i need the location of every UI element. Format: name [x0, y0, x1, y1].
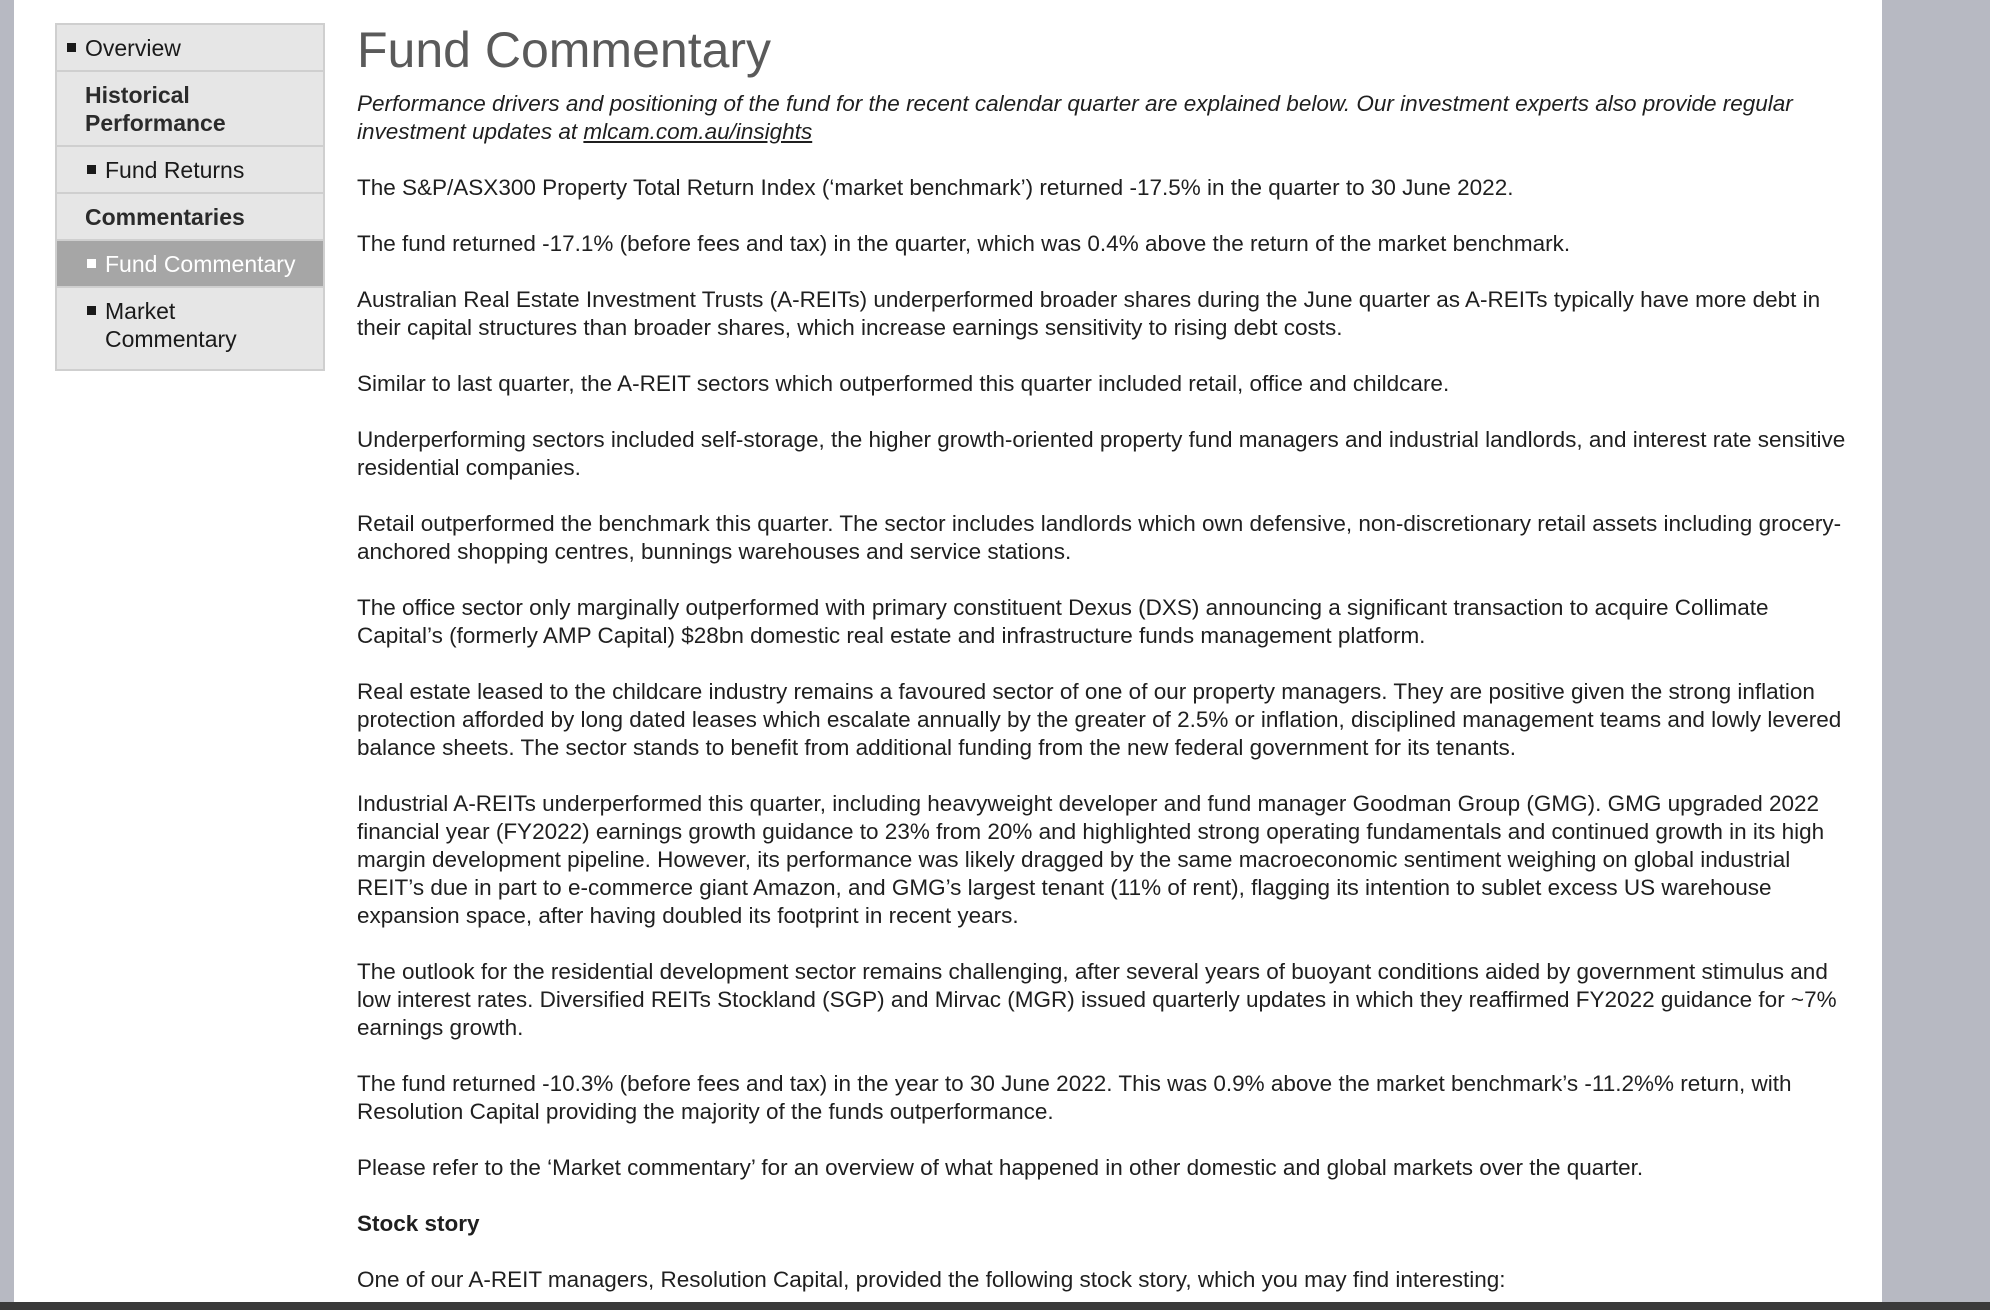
paragraph: Similar to last quarter, the A-REIT sectors which outperformed this quarter included retail, office and childcare.: [357, 371, 1450, 396]
page-panel: [14, 0, 1882, 1302]
sidebar-item-label: Market Commentary: [105, 298, 237, 352]
paragraph: The outlook for the residential development sector remains challenging, after several years of buoyant conditions aided by government stimulus and low interest rates. Diversified REITs Stockland (SGP) and Mirvac (MGR) issued quarterly updates in which they reaffirmed FY2022 guidance for ~7% earnings growth.: [357, 959, 1837, 1040]
sidebar-item-fund-commentary[interactable]: [57, 241, 323, 288]
insights-link[interactable]: mlcam.com.au/insights: [583, 119, 813, 144]
intro-text: [357, 90, 1857, 146]
paragraph: Retail outperformed the benchmark this quarter. The sector includes landlords which own defensive, non-discretionary retail assets including grocery-anchored shopping centres, bunnings warehouses and service stations.: [357, 511, 1842, 564]
sidebar-item-overview[interactable]: [57, 25, 323, 72]
paragraph: The office sector only marginally outperformed with primary constituent Dexus (DXS) announcing a significant transaction to acquire Collimate Capital’s (formerly AMP Capital) $28bn domestic real estate and infrastructure funds management platform.: [357, 595, 1769, 648]
window-bottom-edge: [0, 1302, 1990, 1310]
sidebar-nav: [55, 23, 325, 371]
main-content: [357, 20, 1857, 1302]
sidebar-header-commentaries: Commentaries: [57, 194, 323, 241]
intro-sentence: Performance drivers and positioning of the fund for the recent calendar quarter are explained below. Our investment experts also provide regular investment updates at: [357, 91, 1793, 144]
stock-story-heading: Stock story: [357, 1211, 480, 1236]
page-title: Fund Commentary: [357, 22, 772, 78]
square-bullet-icon: [87, 259, 96, 268]
square-bullet-icon: [87, 165, 96, 174]
sidebar-item-fund-returns[interactable]: [57, 147, 323, 194]
paragraph: The S&P/ASX300 Property Total Return Index (‘market benchmark’) returned -17.5% in the quarter to 30 June 2022.: [357, 175, 1514, 200]
square-bullet-icon: [87, 306, 96, 315]
square-bullet-icon: [67, 43, 76, 52]
paragraph: Industrial A-REITs underperformed this quarter, including heavyweight developer and fund manager Goodman Group (GMG). GMG upgraded 2022 financial year (FY2022) earnings growth guidance to 23% from 20% and highlighted strong operating fundamentals and continued growth in its high margin development pipeline. However, its performance was likely dragged by the same macroeconomic sentiment weighing on global industrial REIT’s due in part to e-commerce giant Amazon, and GMG’s largest tenant (11% of rent), flagging its intention to sublet excess US warehouse expansion space, after having doubled its footprint in recent years.: [357, 791, 1825, 928]
sidebar-header-historical-performance: Historical Performance: [57, 72, 323, 147]
sidebar-item-market-commentary[interactable]: [57, 288, 323, 369]
paragraph: Underperforming sectors included self-storage, the higher growth-oriented property fund managers and industrial landlords, and interest rate sensitive residential companies.: [357, 427, 1846, 480]
paragraph: Australian Real Estate Investment Trusts (A-REITs) underperformed broader shares during the June quarter as A-REITs typically have more debt in their capital structures than broader shares, which increase earnings sensitivity to rising debt costs.: [357, 287, 1821, 340]
sidebar-item-label: Overview: [85, 35, 181, 61]
sidebar-item-label: Fund Returns: [105, 157, 245, 183]
sidebar-item-label: Fund Commentary: [105, 251, 296, 277]
paragraph: Real estate leased to the childcare industry remains a favoured sector of one of our property managers. They are positive given the strong inflation protection afforded by long dated leases which escalate annually by the greater of 2.5% or inflation, disciplined management teams and lowly levered balance sheets. The sector stands to benefit from additional funding from the new federal government for its tenants.: [357, 679, 1842, 760]
stock-story-intro: One of our A-REIT managers, Resolution Capital, provided the following stock story, which you may find interesting:: [357, 1267, 1506, 1292]
paragraph: The fund returned -17.1% (before fees and tax) in the quarter, which was 0.4% above the return of the market benchmark.: [357, 231, 1571, 256]
paragraph: The fund returned -10.3% (before fees and tax) in the year to 30 June 2022. This was 0.9% above the market benchmark’s -11.2%% return, with Resolution Capital providing the majority of the funds outperformance.: [357, 1071, 1792, 1124]
paragraph: Please refer to the ‘Market commentary’ for an overview of what happened in other domestic and global markets over the quarter.: [357, 1155, 1644, 1180]
